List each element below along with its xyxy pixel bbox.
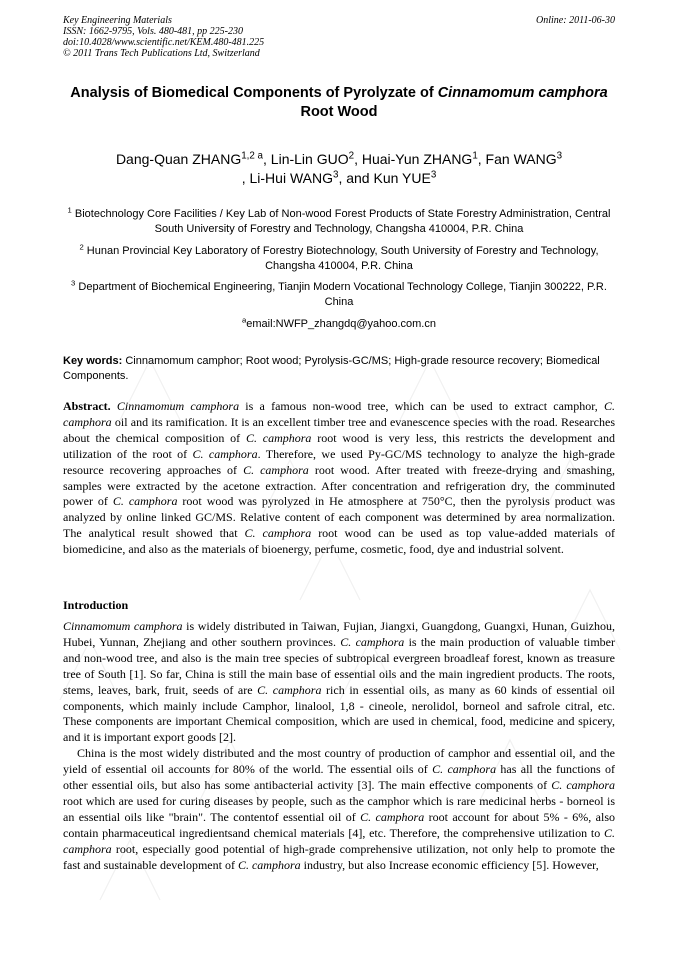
email-link[interactable]: NWFP_zhangdq@yahoo.com.cn xyxy=(275,318,436,330)
affiliation-1: $^1$ Biotechnology Core Facilities / Key Lab of Non-wood Forest Products of State Forestry Administration, Central South University of Forestry and Technology, Changsha 410004, P.R. China xyxy=(67,205,611,235)
doi-line: doi:10.4028/www.scientific.net/KEM.480-481.225 xyxy=(63,37,265,48)
affiliation-3: $^3$ Department of Biochemical Engineering, Tianjin Modern Vocational Technology College, Tianjin 300222, P.R. China xyxy=(71,278,607,308)
author-list: Dang-Quan $ZHANG^{1,2 a}$, Lin-Lin GUO$^2$, Huai-Yun ZHANG$^1$, Fan WANG$^3$ , Li-Hui WANG$^3$, and Kun YUE$^3$ xyxy=(115,150,563,186)
issn-line: ISSN: 1662-9795, Vols. 480-481, pp 225-230 xyxy=(63,26,243,37)
author-email: $^a$email:NWFP_zhangdq@yahoo.com.cn xyxy=(242,315,436,330)
abstract: Abstract. Cinnamomum camphora is a famous non-wood tree, which can be used to extract camphor, C. camphora oil and its ramification. It is an excellent timber tree and evanescence species with the road. Researches about the chemical composition of C. camphora root wood is very less, this restricts the development and utilization of the root of C. camphora. Therefore, we used Py-GC/MS technology to analyze the high-grade resource recovering approaches of C. camphora root wood. After treated with freeze-drying and smashing, samples were extracted by the acetone extraction. After concentration and refrigeration dry, the comminuted power of C. camphora root wood was pyrolyzed in He atmosphere at 750°C, then the pyrolysis product was analyzed by online linked GC/MS. Relative content of each component was determined by area normalization. The analytical result showed that C. camphora root wood can be used as top value-added materials of biomedicine, and also as the materials of bioenergy, perfume, cosmetic, food, dye and industrial solvent. xyxy=(63,399,616,557)
online-date: Online: 2011-06-30 xyxy=(536,15,615,26)
paper-title: Analysis of Biomedical Components of Pyrolyzate of Cinnamomum camphora Root Wood xyxy=(70,85,608,120)
keywords: Key words: Cinnamomum camphor; Root wood; Pyrolysis-GC/MS; High-grade resource recovery; Biomedical Components. xyxy=(63,355,600,382)
copyright-line: © 2011 Trans Tech Publications Ltd, Switzerland xyxy=(63,48,260,59)
introduction-text xyxy=(63,619,615,874)
paragraph: China is the most widely distributed and the most country of production of camphor and essential oil, and the yield of essential oil accounts for 80% of the world. The essential oils of C. camphora has all the functions of other essential oils, but also has some antibacterial activity [3]. The main effective components of C. camphora root which are used for curing diseases by people, such as the camphor which is rare medicinal herbs - borneol is an essential oils like "brain". The contentof essential oil of C. camphora root account for about 5% - 6%, also contain pharmaceutical ingredientsand chemical materials [4], etc. Therefore, the comprehensive utilization to C. camphora root, especially good potential of high-grade comprehensive utilization, not only help to promote the fast and sustainable development of C. camphora industry, but also Increase economic efficiency [5]. However, xyxy=(63,746,615,872)
affiliation-2: $^2$ Hunan Provincial Key Laboratory of Forestry Biotechnology, South University of Forestry and Technology, Changsha 410004, P.R. China xyxy=(79,242,599,272)
section-heading-introduction: Introduction xyxy=(63,598,129,612)
journal-header xyxy=(63,15,264,59)
paragraph: Cinnamomum camphora is widely distributed in Taiwan, Fujian, Jiangxi, Guangdong, Guangxi, Hunan, Guizhou, Hubei, Yunnan, Zhejiang and other southern provinces. C. camphora is the main production of valuable timber and non-wood tree, and also is the main tree species of subtropical evergreen broadleaf forest, known as treasure tree of South [1]. So far, China is still the main base of essential oils and the main ingredient products. The roots, stems, leaves, bark, fruit, seeds of are C. camphora rich in essential oils, as many as 60 kinds of essential oil components, which mainly include Camphor, linalool, 1,8 - cineole, nerolidol, borneol and safrole citral, etc. These components are important Chemical composition, which are used in chemical, food, medicine and spicery, and it is important export goods [2]. xyxy=(63,619,616,745)
journal-name: Key Engineering Materials xyxy=(63,15,172,26)
